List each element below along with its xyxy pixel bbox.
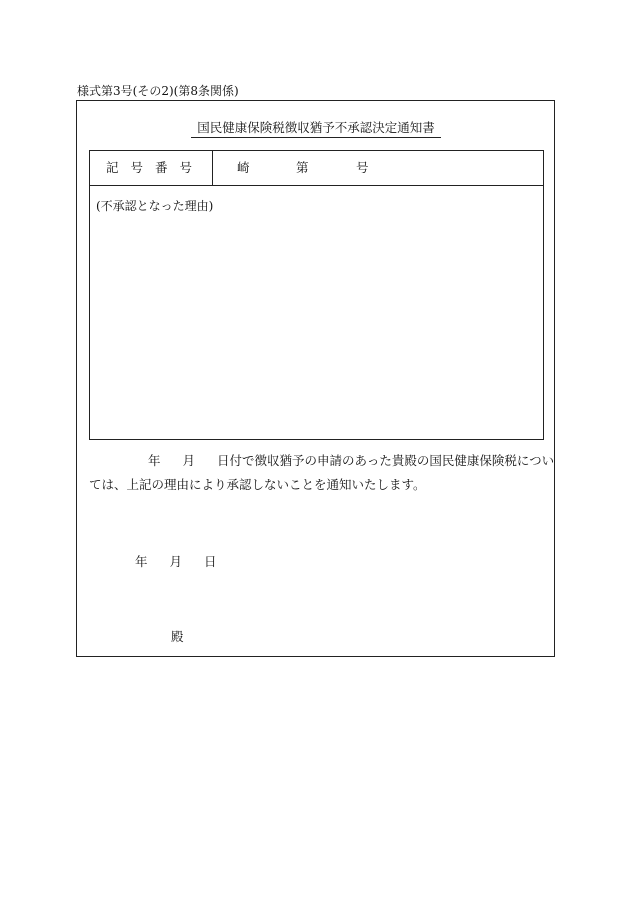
- document-title: 国民健康保険税徴収猶予不承認決定通知書: [191, 120, 441, 138]
- reference-number-gou: 号: [356, 160, 369, 175]
- reference-number-label: 記号番号: [106, 160, 205, 175]
- notice-month: 月: [182, 453, 196, 468]
- issue-date-month: 月: [169, 554, 183, 569]
- addressee: 殿: [171, 629, 184, 644]
- reason-text-area[interactable]: [94, 219, 539, 434]
- reference-number-prefix: 崎: [237, 160, 250, 175]
- notice-year: 年: [148, 453, 161, 468]
- notice-form: [76, 100, 555, 657]
- issue-date-day: 日: [204, 554, 217, 569]
- reference-number-label-cell: [90, 151, 213, 185]
- notice-line-1-rest: 日付で徴収猶予の申請のあった貴殿の国民健康保険税につい: [217, 453, 555, 468]
- notice-text-line-2: ては、上記の理由により承認しないことを通知いたします。: [89, 477, 426, 492]
- reason-table: [89, 150, 544, 440]
- notice-text-line-1: [148, 453, 554, 469]
- reason-label: (不承認となった理由): [96, 199, 214, 213]
- issue-date-year: 年: [135, 554, 148, 569]
- form-number-label: 様式第3号(その2)(第8条関係): [77, 84, 239, 98]
- reference-number-dai: 第: [296, 160, 309, 175]
- issue-date: [135, 554, 217, 570]
- reference-number-row: [90, 151, 543, 186]
